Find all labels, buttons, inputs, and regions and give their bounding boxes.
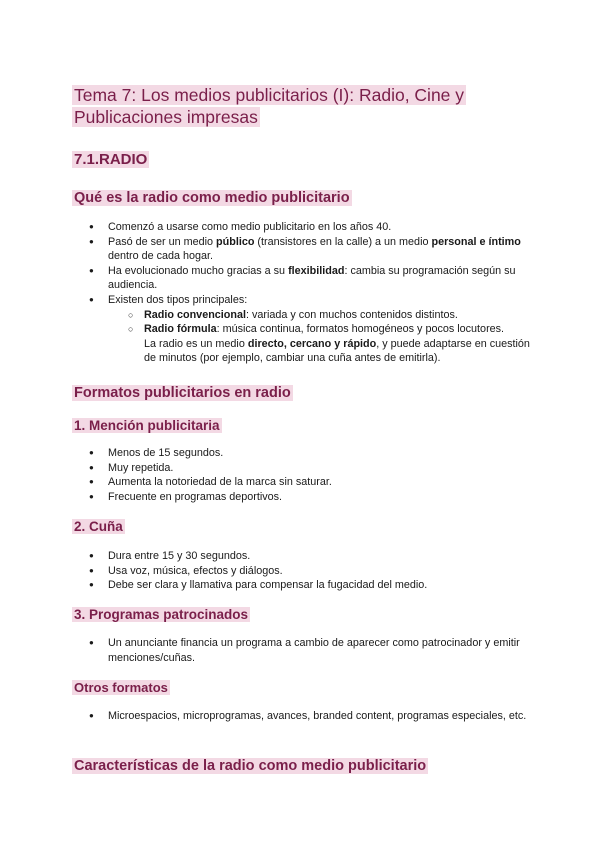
- programas-list: [72, 636, 532, 665]
- list-item-text: Dura entre 15 y 30 segundos.: [108, 550, 251, 562]
- bold-text: personal e íntimo: [431, 235, 521, 248]
- heading-caracteristicas-text: Características de la radio como medio publicitario: [74, 758, 427, 774]
- list-item-text: Ha evolucionado mucho gracias a su: [108, 264, 289, 277]
- section-heading-radio: [72, 151, 149, 169]
- sub-list: [108, 308, 532, 366]
- list-item: [72, 490, 532, 505]
- list-item-text: (transistores en la calle) a un medio: [254, 235, 432, 248]
- list-item-text: Aumenta la notoriedad de la marca sin saturar.: [108, 476, 332, 489]
- heading-formatos-text: Formatos publicitarios en radio: [74, 385, 291, 401]
- list-item: [72, 235, 532, 264]
- list-item: [72, 475, 532, 490]
- list-item: [72, 264, 532, 293]
- heading-programas-text: 3. Programas patrocinados: [74, 607, 249, 622]
- otros-list: [72, 709, 532, 724]
- sub-list-item: [108, 308, 532, 323]
- list-item-text: Frecuente en programas deportivos.: [108, 490, 283, 503]
- bold-text: flexibilidad: [288, 264, 345, 277]
- list-item-text: Usa voz, música, efectos y diálogos.: [108, 564, 283, 577]
- list-item: [72, 578, 532, 593]
- list-item-text: : variada y con muchos contenidos distintos.: [246, 308, 458, 321]
- document-title: [72, 84, 492, 128]
- list-item-text: Comenzó a usarse como medio publicitario en los años 40.: [108, 221, 392, 233]
- list-item-text: : cambia su programación según su audiencia.: [108, 264, 516, 292]
- list-item: [72, 709, 532, 724]
- heading-que-es-text: Qué es la radio como medio publicitario: [74, 190, 350, 206]
- mencion-list: [72, 446, 532, 504]
- list-item: [72, 446, 532, 461]
- bold-text: público: [216, 235, 255, 248]
- list-item-text: dentro de cada hogar.: [108, 250, 214, 263]
- list-item-text: Muy repetida.: [108, 461, 174, 474]
- heading-mencion: [72, 417, 222, 434]
- list-item: [72, 293, 532, 366]
- list-item-text: La radio es un medio: [144, 337, 248, 350]
- list-item: [72, 461, 532, 476]
- cuna-list: [72, 549, 532, 593]
- document-title-text: Tema 7: Los medios publicitarios (I): Radio, Cine y Publicaciones impresas: [74, 85, 465, 127]
- bold-text: Radio convencional: [144, 308, 246, 321]
- list-item: [72, 549, 532, 564]
- list-item-text: Existen dos tipos principales:: [108, 293, 248, 306]
- heading-otros: [72, 680, 170, 696]
- list-item-text: Un anunciante financia un programa a cambio de aparecer como patrocinador y emitir menciones/cuñas.: [108, 637, 520, 664]
- section-heading-radio-text: 7.1.RADIO: [74, 151, 148, 168]
- list-item-text: , y puede adaptarse en cuestión de minutos (por ejemplo, cambiar una cuña antes de emitirla).: [144, 337, 530, 365]
- list-item-text: Menos de 15 segundos.: [108, 447, 224, 459]
- heading-cuna-text: 2. Cuña: [74, 519, 123, 534]
- list-item-text: Microespacios, microprogramas, avances, branded content, programas especiales, etc.: [108, 710, 527, 722]
- que-es-list: [72, 220, 532, 366]
- heading-programas: [72, 606, 250, 623]
- heading-que-es: [72, 189, 352, 207]
- list-item: [72, 220, 532, 235]
- list-item: [72, 564, 532, 579]
- heading-mencion-text: 1. Mención publicitaria: [74, 418, 220, 433]
- list-item-text: Debe ser clara y llamativa para compensar la fugacidad del medio.: [108, 579, 428, 592]
- bold-text: directo, cercano y rápido: [247, 337, 377, 350]
- list-item-text: Pasó de ser un medio: [108, 235, 217, 248]
- list-item-text: : música continua, formatos homogéneos y pocos locutores.: [216, 323, 505, 336]
- heading-otros-text: Otros formatos: [74, 680, 168, 695]
- heading-formatos: [72, 384, 293, 402]
- heading-cuna: [72, 518, 125, 535]
- bold-text: Radio fórmula: [144, 323, 217, 336]
- heading-caracteristicas: [72, 757, 428, 775]
- list-item: [72, 636, 532, 665]
- sub-list-item: [108, 322, 532, 366]
